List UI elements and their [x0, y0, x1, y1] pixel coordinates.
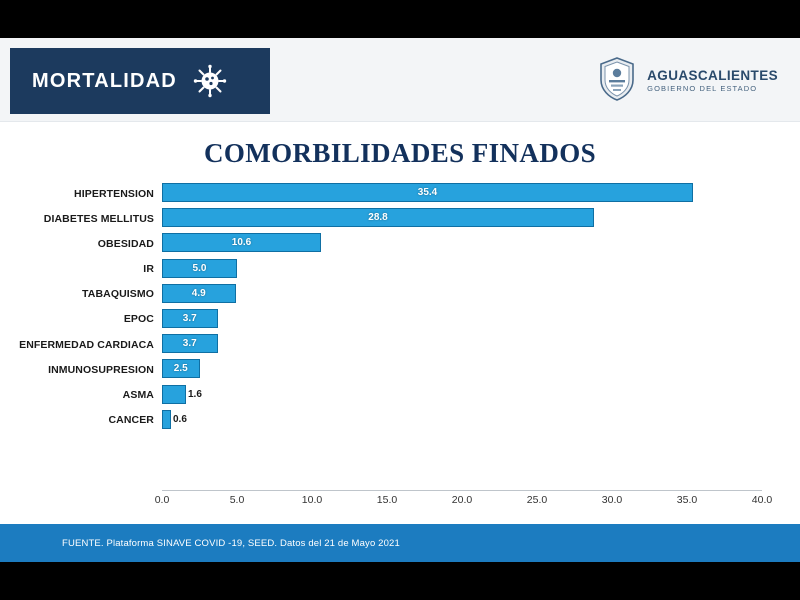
bar-chart-plot: [0, 183, 800, 473]
bar-track: [162, 208, 762, 229]
bar-row: [0, 208, 800, 229]
category-label: DIABETES MELLITUS: [43, 212, 154, 225]
bar: [162, 309, 218, 328]
bar-track: [162, 359, 762, 380]
bar-value-label: 1.6: [188, 388, 202, 400]
category-label: IR: [143, 263, 154, 276]
bar: [162, 410, 187, 429]
bar-row: [0, 385, 800, 406]
category-label: INMUNOSUPRESION: [48, 363, 154, 376]
x-tick-label: 30.0: [601, 494, 623, 506]
x-tick-label: 35.0: [676, 494, 698, 506]
bar: [162, 334, 218, 353]
bar-track: [162, 233, 762, 254]
bar: [162, 259, 237, 278]
bar-track: [162, 334, 762, 355]
section-title-banner: [10, 48, 270, 114]
logo-subtitle: GOBIERNO DEL ESTADO: [647, 84, 758, 94]
x-axis-wrap: [0, 490, 800, 512]
bar-track: [162, 309, 762, 330]
logo-text: [647, 69, 778, 93]
bar-row: [0, 334, 800, 355]
logo-state-name: AGUASCALIENTES: [647, 67, 778, 83]
section-title: MORTALIDAD: [32, 69, 177, 92]
category-label: OBESIDAD: [97, 237, 154, 250]
bar-track: [162, 259, 762, 280]
state-coat-of-arms-icon: [597, 56, 637, 107]
bar: [162, 183, 693, 202]
bar-track: [162, 385, 762, 406]
x-tick-label: 0.0: [154, 494, 170, 506]
bar: [162, 233, 321, 252]
bar-row: [0, 183, 800, 204]
coronavirus-icon: [193, 64, 227, 98]
bar: [162, 208, 594, 227]
bar-track: [162, 410, 762, 431]
government-logo: [597, 56, 778, 106]
bar: [162, 284, 236, 303]
x-tick-label: 10.0: [301, 494, 323, 506]
bar-row: [0, 309, 800, 330]
bar-row: [0, 410, 800, 431]
x-axis: [154, 490, 773, 510]
bar-value-label: 28.8: [368, 212, 388, 224]
slide-header: [0, 38, 800, 122]
category-label: ENFERMEDAD CARDIACA: [19, 338, 154, 351]
bar-track: [162, 183, 762, 204]
x-tick-label: 15.0: [376, 494, 398, 506]
category-label: CANCER: [108, 414, 154, 427]
source-note: FUENTE. Plataforma SINAVE COVID -19, SEED. Datos del 21 de Mayo 2021: [62, 537, 400, 549]
bar-row: [0, 259, 800, 280]
bar: [162, 359, 200, 378]
category-label: HIPERTENSION: [74, 187, 154, 200]
bar-row: [0, 284, 800, 305]
bar-row: [0, 359, 800, 380]
x-tick-label: 20.0: [451, 494, 473, 506]
category-label: EPOC: [123, 313, 154, 326]
bar-value-label: 2.5: [173, 363, 188, 375]
category-label: ASMA: [122, 389, 154, 401]
slide: [0, 38, 800, 562]
bar-value-label: 35.4: [417, 187, 438, 198]
bar-value-label: 3.7: [182, 312, 197, 324]
x-tick-label: 5.0: [229, 494, 245, 506]
bar-value-label: 4.9: [191, 287, 206, 299]
bar-track: [162, 284, 762, 305]
bar: [162, 385, 202, 404]
bar-value-label: 5.0: [192, 262, 207, 274]
slide-footer: [0, 524, 800, 562]
bar-value-label: 3.7: [182, 338, 197, 350]
bar-value-label: 0.6: [173, 413, 187, 425]
x-tick-label: 25.0: [526, 494, 548, 506]
bar-row: [0, 233, 800, 254]
category-label: TABAQUISMO: [82, 288, 154, 301]
chart-title: COMORBILIDADES FINADOS: [203, 138, 597, 168]
x-tick-label: 40.0: [751, 494, 773, 506]
bar-value-label: 10.6: [231, 237, 252, 249]
